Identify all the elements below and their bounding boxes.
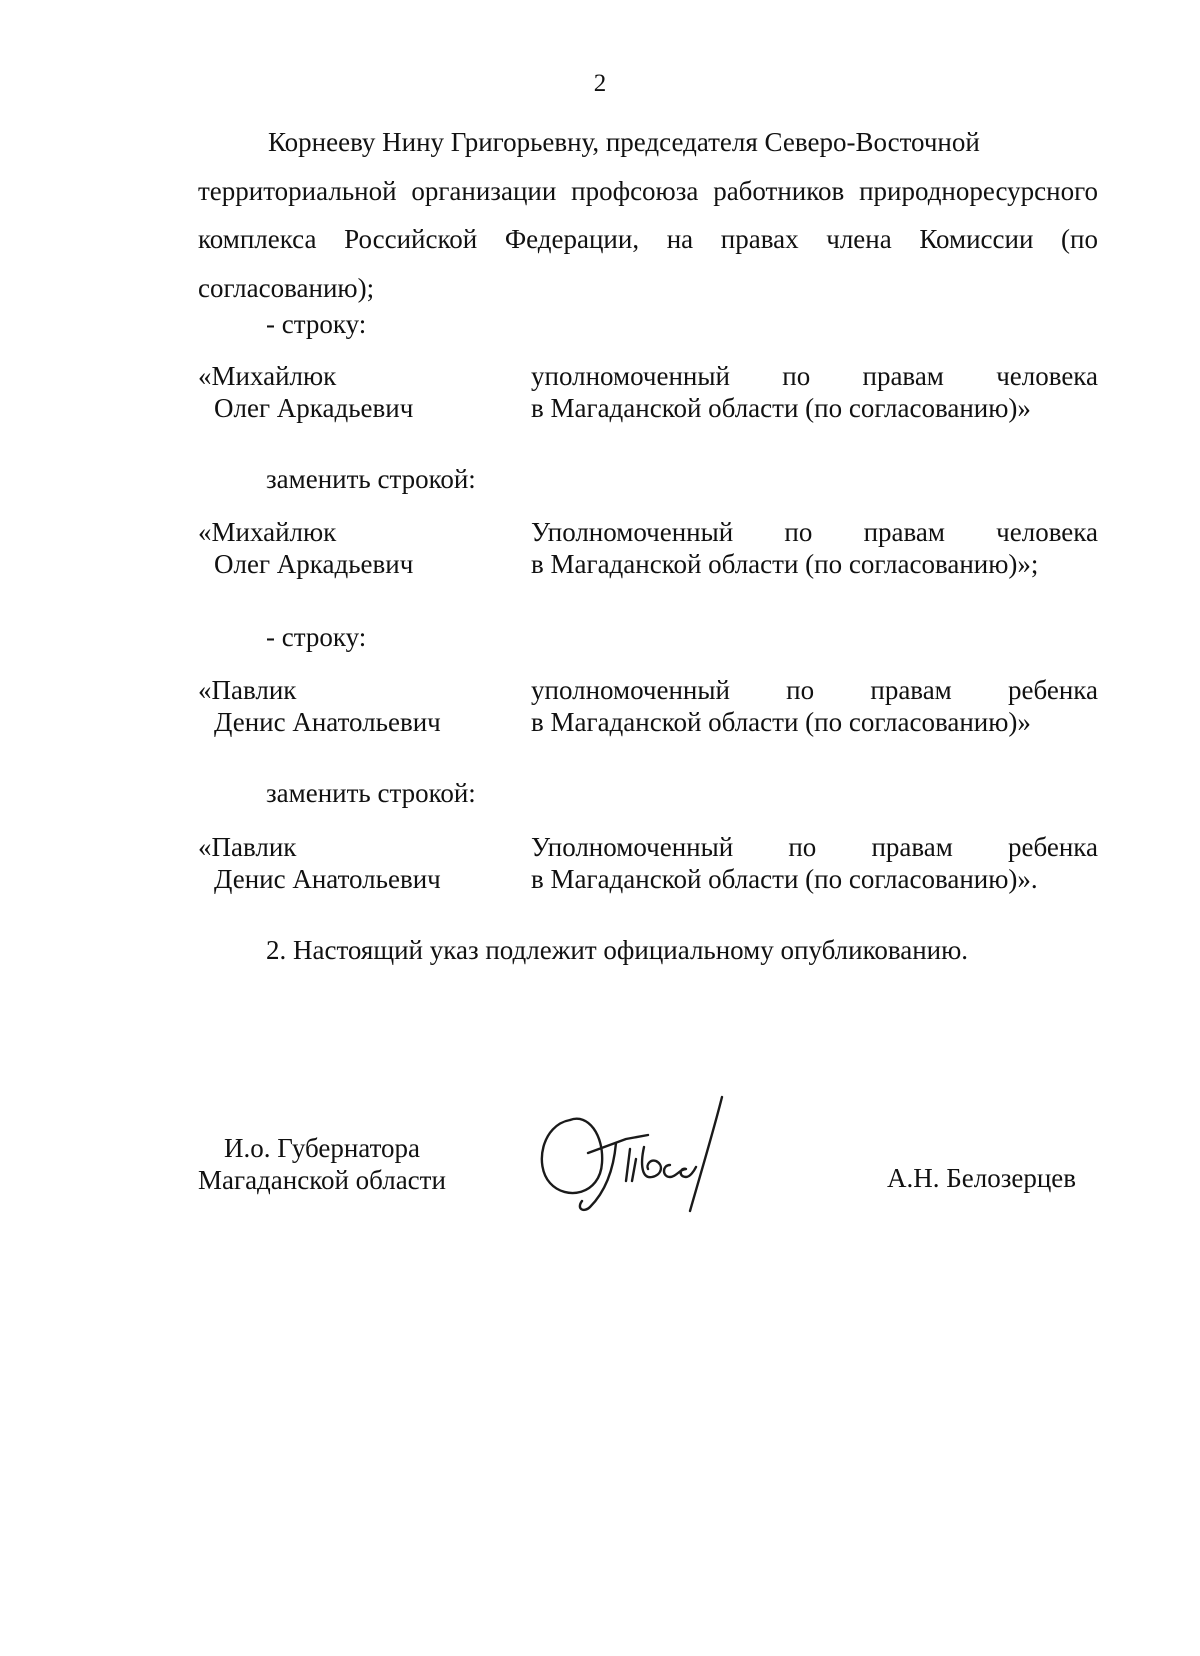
- entry-desc-line1: Уполномоченный по правам человека: [531, 517, 1098, 547]
- intro-first-line: Корнееву Нину Григорьевну, председателя Северо-Восточной: [268, 127, 980, 157]
- block-label: - строку:: [266, 309, 367, 339]
- signatory-name: А.Н. Белозерцев: [887, 1163, 1077, 1193]
- entry-desc-line2: в Магаданской области (по согласованию)»: [531, 707, 1031, 737]
- entry-name: [198, 831, 441, 895]
- entry-surname: «Павлик: [198, 832, 297, 862]
- entry-description: [531, 831, 1098, 895]
- entry-surname: «Михайлюк: [198, 517, 337, 547]
- entry-desc-line2: в Магаданской области (по согласованию)».: [531, 864, 1038, 894]
- block-label: заменить строкой:: [266, 464, 476, 494]
- signatory-position: [198, 1132, 446, 1196]
- entry-description: [531, 674, 1098, 738]
- entry-description: [531, 360, 1098, 424]
- entry-surname: «Михайлюк: [198, 361, 337, 391]
- entry-description: [531, 516, 1098, 580]
- entry-name: [198, 360, 413, 424]
- entry-desc-line1: Уполномоченный по правам ребенка: [531, 832, 1098, 862]
- block-label: - строку:: [266, 622, 367, 652]
- intro-rest: территориальной организации профсоюза работников природноресурсного комплекса Российской Федерации, на правах члена Комиссии (по согласованию);: [198, 175, 1098, 303]
- entry-desc-line1: уполномоченный по правам человека: [531, 361, 1098, 391]
- entry-given-names: Денис Анатольевич: [214, 707, 441, 737]
- entry-surname: «Павлик: [198, 675, 297, 705]
- entry-given-names: Олег Аркадьевич: [214, 393, 414, 423]
- handwritten-signature: [530, 1085, 750, 1225]
- block-label: заменить строкой:: [266, 778, 476, 808]
- clause-2: 2. Настоящий указ подлежит официальному опубликованию.: [266, 935, 969, 965]
- position-line2: Магаданской области: [198, 1165, 446, 1195]
- entry-name: [198, 516, 413, 580]
- position-line1: И.о. Губернатора: [224, 1133, 421, 1163]
- entry-desc-line2: в Магаданской области (по согласованию)»;: [531, 549, 1039, 579]
- entry-name: [198, 674, 441, 738]
- page-number: 2: [593, 70, 607, 97]
- entry-desc-line2: в Магаданской области (по согласованию)»: [531, 393, 1031, 423]
- entry-given-names: Олег Аркадьевич: [214, 549, 414, 579]
- entry-given-names: Денис Анатольевич: [214, 864, 441, 894]
- intro-paragraph: [198, 118, 1098, 312]
- entry-desc-line1: уполномоченный по правам ребенка: [531, 675, 1098, 705]
